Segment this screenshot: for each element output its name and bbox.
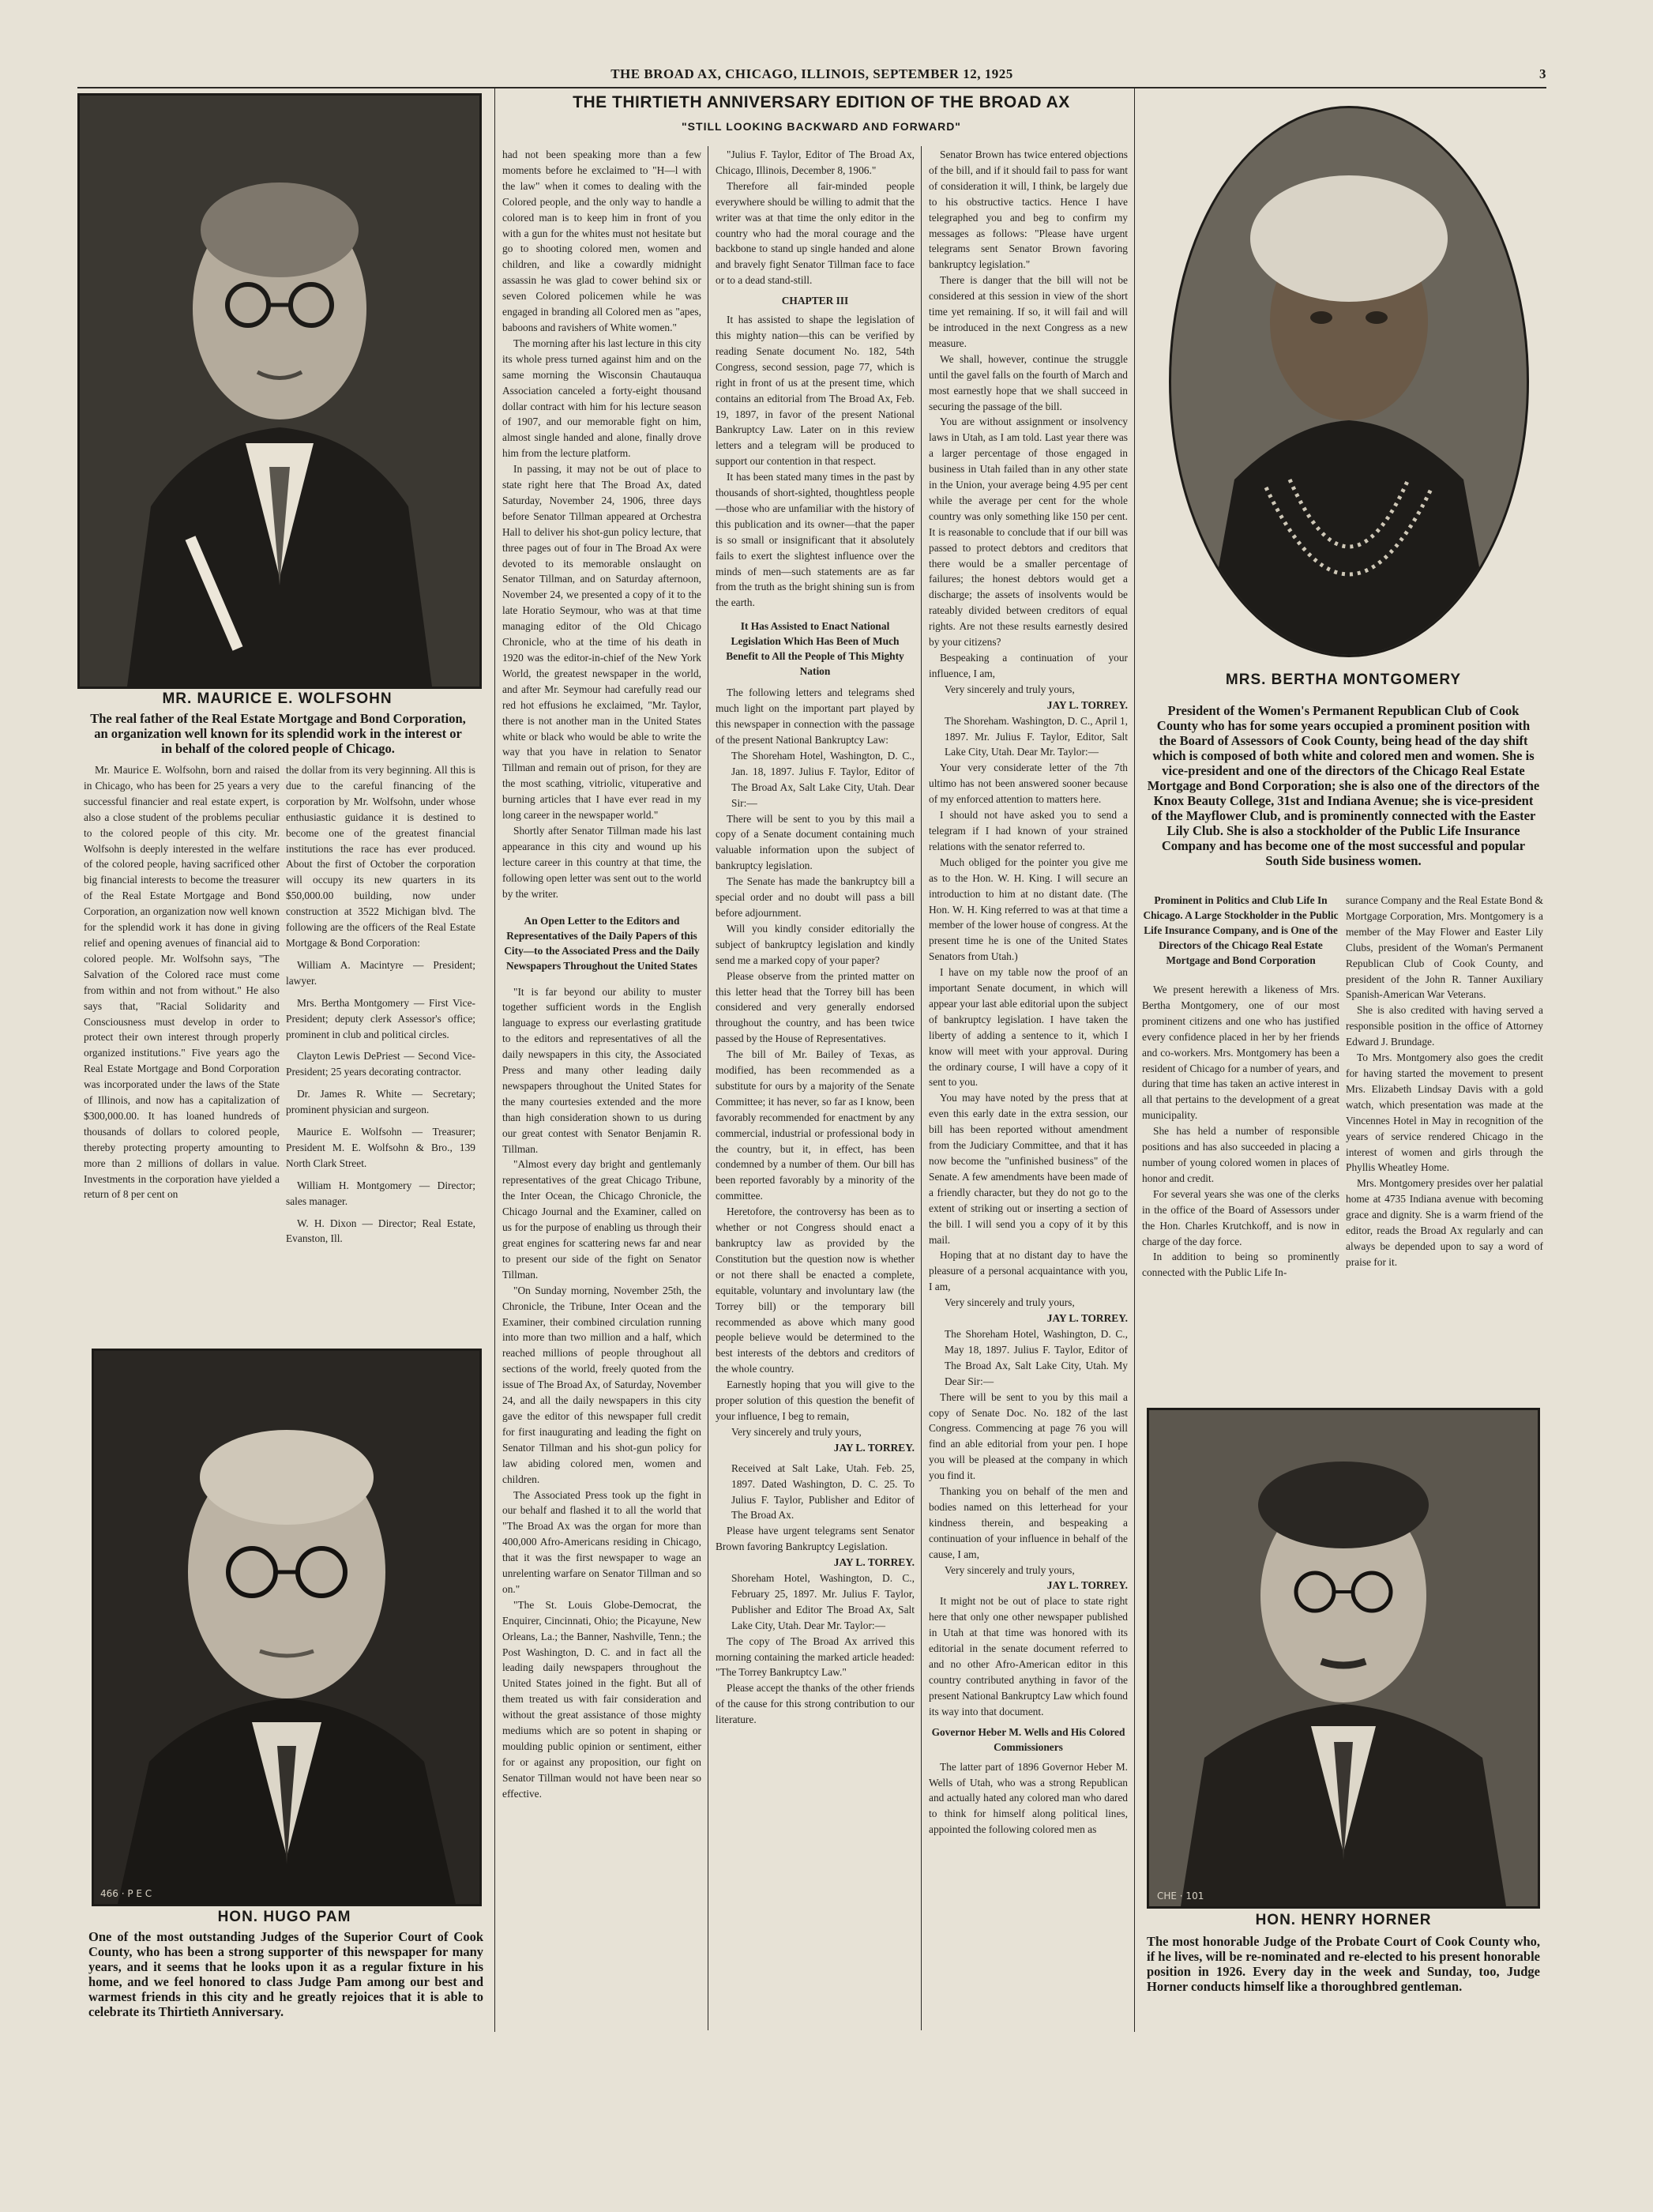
letter-address: The Shoreham Hotel, Washington, D. C., Jan. 18, 1897. Julius F. Taylor, Editor of The Broad Ax, Salt Lake City, Utah. Dear Sir:— [731, 749, 915, 809]
horner-portrait [1147, 1408, 1540, 1909]
letter-paragraph: Please observe from the printed matter on this letter head that the Torrey bill has been considered and very generally endorsed throughout the country, and has been twice passed by the House of Representatives. [716, 969, 915, 1045]
montgomery-paragraph: She is also credited with having served a responsible position in the office of Attorney Edward J. Brundage. [1346, 1004, 1543, 1048]
column-rule-right [1134, 88, 1135, 2032]
open-letter-paragraph: "It is far beyond our ability to muster together sufficient words in the English language to express our everlasting gratitude to the editors and representatives of all the daily newspapers in this city, the Associated Press and many other leading daily newspapers throughout the United States for the many courtesies extended and the more than high consideration shown to us during our great contest with Senator Benjamin R. Tillman. [502, 985, 701, 1155]
bankruptcy-headline: It Has Assisted to Enact National Legislation Which Has Been of Much Benefit to All the People of This Mighty Nation [726, 620, 904, 678]
torrey-signature: JAY L. TORREY. [1046, 1312, 1128, 1325]
letter-paragraph: Earnestly hoping that you will give to the proper solution of this question the benefit of your influence, I beg to remain, [716, 1379, 915, 1422]
letter-paragraph: Bespeaking a continuation of your influence, I am, [929, 652, 1128, 679]
letter-paragraph: I have on my table now the proof of an important Senate document, in which will appear your last able editorial upon the subject of bankruptcy legislation. I have taken the liberty of adding a sentence to it, which I know will meet with your approval. During the ordinary course, I will have a copy of it sent to you. [929, 966, 1128, 1089]
officer-item: Maurice E. Wolfsohn — Treasurer; President M. E. Wolfsohn & Bro., 139 North Clark Street. [286, 1126, 475, 1169]
utah-paragraph: It might not be out of place to state right here that only one other newspaper published in Utah at that time was honored with its editorial in the senate document referred to and no other Afro-American editor in this country contributed anything in favor of the present National Bankruptcy Law which found its way into that document. [929, 1595, 1128, 1717]
letter-paragraph: You may have noted by the press that at even this early date in the extra session, our bill has been reported without amendment from the Judiciary Committee, and that it has now become the "unfinished business" of the Senate. A few amendments have been made of a friendly character, but they do not go to the extent of striking out or inserting a section of the bill. I will send you a copy of it by this mail. [929, 1092, 1128, 1246]
letter-address: The Shoreham. Washington, D. C., April 1, 1897. Mr. Julius F. Taylor, Editor, Salt Lake City, Utah. Dear Mr. Taylor:— [945, 714, 1128, 758]
montgomery-paragraph: surance Company and the Real Estate Bond & Mortgage Corporation, Mrs. Montgomery is a member of the May Flower and Easter Lily Clubs, president of the Woman's Permanent Republican Club of Cook County, and president of the John R. Tanner Auxiliary Spanish-American War Veterans. [1346, 894, 1543, 1001]
letter-paragraph: Much obliged for the pointer you give me as to the Hon. W. H. King. I will secure an introduction to him at no distant date. (The Hon. W. H. King referred to was at that time a member of the lower house of congress. At the present time he is one of the United States Senators from Utah.) [929, 856, 1128, 963]
pam-plate-mark: 466 · P E C [100, 1888, 152, 1899]
torrey-signature: JAY L. TORREY. [833, 1441, 915, 1454]
wolfsohn-caption: The real father of the Real Estate Mortgage and Bond Corporation, an organization well known for its splendid work in the interest or in behalf of the colored people of Chicago. [90, 711, 466, 756]
wolfsohn-article-col1 [84, 762, 280, 1202]
letter-paragraph: There will be sent to you by this mail a copy of Senate Doc. No. 182 of the last Congress. Commencing at page 76 you will find an able editorial from your pen. I hope you will be pleased at the company in which you find it. [929, 1390, 1128, 1482]
center-column-1 [502, 147, 701, 1802]
letter-paragraph: The copy of The Broad Ax arrived this morning containing the marked article headed: "The Torrey Bankruptcy Law." [716, 1635, 915, 1679]
letter-paragraph: Please accept the thanks of the other friends of the cause for this strong contribution to our literature. [716, 1682, 915, 1726]
letter-address: The Shoreham Hotel, Washington, D. C., May 18, 1897. Julius F. Taylor, Editor of The Broad Ax, Salt Lake City, Utah. My Dear Sir:— [945, 1327, 1128, 1387]
torrey-signature: JAY L. TORREY. [833, 1556, 915, 1569]
letter-paragraph: There is danger that the bill will not be considered at this session in view of the short time yet remaining. If so, it will fail and will be introduced in the next Congress as a new measure. [929, 274, 1128, 349]
open-letter-paragraph: "Almost every day bright and gentlemanly representatives of the great Chicago Tribune, the Inter Ocean, the Chicago Chronicle, the Chicago Journal and the Examiner, called on us for the purpose of enabling us through their great engines for scattering news far and near to present our side of the fight on Senator Tillman. [502, 1158, 701, 1281]
montgomery-paragraph: We present herewith a likeness of Mrs. Bertha Montgomery, one of our most prominent citizens and one who has justified every confidence placed in her by her friends and co-workers. Mrs. Montgomery has been a resident of Chicago for a number of years, and during that time has taken an active interest in all that pertains to the development of a great municipality. [1142, 984, 1339, 1122]
center-column-2 [716, 147, 915, 1728]
letter-paragraph: I should not have asked you to send a telegram if I had known of your strained relations with the senator referred to. [929, 809, 1128, 852]
pam-caption: One of the most outstanding Judges of the Superior Court of Cook County, who has been a strong supporter of this newspaper for many years, and it seems that he looks upon it as a regular fixture in his home, and we feel honored to class Judge Pam among our best and warmest friends in this city and he greatly rejoices that it is able to celebrate its Thirtieth Anniversary. [88, 1929, 483, 2019]
chapter-heading: CHAPTER III [781, 295, 849, 307]
open-letter-paragraph: "The St. Louis Globe-Democrat, the Enquirer, Cincinnati, Ohio; the Picayune, New Orleans, La.; the Banner, Nashville, Tenn.; the Post Washington, D. C. and in fact all the leading daily newspapers throughout the United States joined in the fight. But all of them treated us with fair consideration and without the great assistance of those mighty mediums which are so potent in shaping or moulding public opinion or sentiment, either for or against any proposition, our fight on Senator Tillman would not have been near so effective. [502, 1598, 701, 1800]
letter-paragraph: Your very considerate letter of the 7th ultimo has not been answered sooner because of my enforced attention to matters here. [929, 762, 1128, 806]
montgomery-article-col2 [1346, 893, 1543, 1270]
montgomery-headline: Prominent in Politics and Club Life In Chicago. A Large Stockholder in the Public Life Insurance Company, and is One of the Directors of the Chicago Real Estate Mortgage and Bond Corporation [1143, 894, 1339, 966]
montgomery-paragraph: She has held a number of responsible positions and has also succeeded in placing a number of young colored women in places of honor and credit. [1142, 1125, 1339, 1184]
tillman-paragraph: Shortly after Senator Tillman made his last appearance in this city and wound up his lecture career in this country at that time, the following open letter was sent out to the world by the writer. [502, 824, 701, 900]
letter-paragraph: We shall, however, continue the struggle until the gavel falls on the fourth of March and most earnestly hope that we shall succeed in securing the passage of the bill. [929, 352, 1128, 412]
montgomery-paragraph: Mrs. Montgomery presides over her palatial home at 4735 Indiana avenue with becoming grace and dignity. She is a warm friend of the editor, reads the Broad Ax regularly and can always be depended upon to say a word of praise for it. [1346, 1177, 1543, 1268]
wolfsohn-col2-text: the dollar from its very beginning. All this is due to the careful financing of the corporation by Mr. Wolfsohn, under whose enthusiastic guidance it is destined to become one of the greatest financial institutions the race has ever produced. About the first of October the corporation will occupy its new quarters in its $50,000.00 building, now under construction at 3522 Michigan blvd. The following are the officers of the Real Estate Mortgage & Bond Corporation: [286, 764, 475, 949]
officer-item: W. H. Dixon — Director; Real Estate, Evanston, Ill. [286, 1217, 475, 1245]
masthead-title: THE BROAD AX, CHICAGO, ILLINOIS, SEPTEMBER 12, 1925 [610, 66, 1013, 81]
wolfsohn-portrait [77, 93, 482, 689]
column-rule-left [494, 88, 495, 2032]
chapter-paragraph: It has assisted to shape the legislation of this mighty nation—this can be verified by reading Senate document No. 182, 54th Congress, second session, page 77, which is right in front of us at the present time, which contains an editorial from The Broad Ax, Feb. 19, 1897, in favor of the present National Bankruptcy Law. Later on in this review letters and a telegram will be produced to support our contention in that respect. [716, 314, 915, 468]
tillman-paragraph: In passing, it may not be out of place to state right here that The Broad Ax, dated Saturday, November 24, 1906, three days before Senator Tillman appeared at Orchestra Hall to deliver his shot-gun policy lecture, that three pages out of four in The Broad Ax were devoted to its memorable onslaught on Senator Tillman, and on Saturday afternoon, November 24, we presented a copy of it to the late Horatio Seymour, who was at that time managing editor of the Old Chicago Chronicle, who at the time of his death in 1920 was the editor-in-chief of the New York World, the greatest newspaper in the world, and after Mr. Seymour had carefully read our red hot effusions he exclaimed, "Mr. Taylor, there is not another man in the United States white or black who would be able to write the way that you have in relation to Senator Tillman and remain out of prison, for they are the most scathing, vitriolic, vituperative and burning articles that I have ever read in my long career in the newspaper world." [502, 463, 701, 822]
tillman-paragraph: had not been speaking more than a few moments before he exclaimed to "H—l with the law" when it comes to dealing with the Colored people, and the only way to handle a colored man is to keep him in front of you with a gun for the whites must not hesitate but go to shooting colored men, women and children, and like a cowardly midnight assassin he was glad to cower behind six or seven Colored policemen while he was engaged in branding all Colored men as "apes, baboons and ravishers of White women." [502, 149, 701, 333]
page-number: 3 [1539, 66, 1546, 81]
horner-name: HON. HENRY HORNER [1255, 1912, 1432, 1928]
tillman-paragraph: The morning after his last lecture in this city its whole press turned against him and on the same morning the Wisconsin Chautauqua Association canceled a forty-eight thousand dollar contract with him for his lecture season of 1907, and our memorable fight on him, almost single handed and alone, finally drove him from the lecture platform. [502, 337, 701, 460]
pam-name: HON. HUGO PAM [217, 1909, 351, 1925]
wells-headline: Governor Heber M. Wells and His Colored Commissioners [931, 1725, 1125, 1753]
open-letter-paragraph: "On Sunday morning, November 25th, the Chronicle, the Tribune, Inter Ocean and the Examiner, their combined circulation running into more than two million and a half, which reached millions of people throughout all sections of the world, freely quoted from the issue of The Broad Ax, of Saturday, November 24, and all the daily newspapers in this city gave the editor of this newspaper full credit for first inaugurating and leading the fight on Senator Tillman and his shot-gun policy for law abiding colored men, women and children. [502, 1284, 701, 1485]
center-col-rule-2 [921, 146, 922, 2030]
officer-item: William H. Montgomery — Director; sales manager. [286, 1179, 475, 1207]
letter-paragraph: Hoping that at no distant day to have the pleasure of a personal acquaintance with you, I am, [929, 1249, 1128, 1293]
letter-paragraph: Senator Brown has twice entered objections of the bill, and if it should fail to pass for want of consideration it will, I think, be largely due to his obstructive tactics. Hence I have telegraphed you and beg to confirm my messages as follows: "Please have urgent telegrams sent Senator Brown favoring bankruptcy legislation." [929, 149, 1128, 271]
center-column-3 [929, 147, 1128, 1838]
montgomery-caption: President of the Women's Permanent Republican Club of Cook County who has for some years occupied a prominent position with the Board of Assessors of Cook County, being head of the day shift which is composed of both white and colored men and women. She is vice-president and one of the directors of the Chicago Real Estate Mortgage and Bond Corporation; she is also one of the directors of the Knox Beauty College, 31st and Indiana Avenue; she is vice-president of the Mayflower Club, and is prominently connected with the Easter Lily Club. She is also a stockholder of the Public Life Insurance Company and has become one of the most successful and popular South Side business women. [1147, 703, 1540, 868]
horner-portrait-image [1149, 1410, 1538, 1906]
torrey-signature: JAY L. TORREY. [1046, 1579, 1128, 1592]
signature-paragraph: "Julius F. Taylor, Editor of The Broad Ax, Chicago, Illinois, December 8, 1906." [716, 149, 915, 176]
letter-paragraph: There will be sent to you by this mail a copy of a Senate document containing much valuable information upon the subject of bankruptcy legislation. [716, 812, 915, 872]
chapter-paragraph: It has been stated many times in the past by thousands of short-sighted, thoughtless people—those who are unfamiliar with the history of this publication and its owner—that the paper is so small or insignificant that it absolutely fails to exert the slightest influence over the minds of men—such statements are as far from the truth as the bright shining sun is from the earth. [716, 471, 915, 609]
letter-paragraph: Heretofore, the controversy has been as to whether or not Congress should enact a bankruptcy law as provided by the Constitution but the question now is whether or not there shall be enacted a complete, equitable, voluntary and involuntary law (the Torrey bill) or the temporary bill recommended as above which many good people believe would be determined to the best interests of the debtors and creditors of the whole country. [716, 1206, 915, 1375]
wolfsohn-article-col2 [286, 762, 475, 1253]
montgomery-paragraph: For several years she was one of the clerks in the office of the Board of Assessors under the Hon. Charles Krutchkoff, and is now in charge of the day force. [1142, 1187, 1339, 1247]
officer-item: Dr. James R. White — Secretary; prominent physician and surgeon. [286, 1088, 475, 1116]
telegram-text: Please have urgent telegrams sent Senator Brown favoring Bankruptcy Legislation. [716, 1525, 915, 1553]
letter-closing: Very sincerely and truly yours, [945, 683, 1075, 695]
letter-paragraph: The bill of Mr. Bailey of Texas, as modified, has been recommended as a substitute for ours by a majority of the Senate Committee; it has never, so far as I know, been favorably recommended for enactment by any commercial, industrial or professional body in the country, but it, in effect, has been condemned by a number of them. Our bill has been reported favorably by a minority of the committee. [716, 1048, 915, 1202]
officer-item: William A. Macintyre — President; lawyer. [286, 958, 475, 987]
letter-paragraph: The following letters and telegrams shed much light on the important part played by this newspaper in connection with the passage of the present National Bankruptcy Law: [716, 687, 915, 746]
montgomery-paragraph: To Mrs. Montgomery also goes the credit for having started the movement to present Mrs. Elizabeth Lindsay Davis with a gold watch, which presentation was made at the Vincennes Hotel in May in recognition of the years of service rendered Chicago in the interest of women and girls through the Phyllis Wheatley Home. [1346, 1051, 1543, 1174]
edition-title: THE THIRTIETH ANNIVERSARY EDITION OF THE BROAD AX [573, 93, 1070, 111]
officer-item: Clayton Lewis DePriest — Second Vice-President; 25 years decorating contractor. [286, 1050, 475, 1078]
torrey-signature: JAY L. TORREY. [1046, 698, 1128, 711]
open-letter-headline: An Open Letter to the Editors and Representatives of the Daily Papers of this City—to the Associated Press and the Daily Newspapers Throughout the United States [504, 914, 700, 972]
montgomery-paragraph: In addition to being so prominently connected with the Public Life In- [1142, 1251, 1339, 1279]
letter-paragraph: Thanking you on behalf of the men and bodies named on this letterhead for your kindness therein, and bespeaking a continuation of your influence in behalf of the cause, I am, [929, 1485, 1128, 1560]
letter-address: Shoreham Hotel, Washington, D. C., February 25, 1897. Mr. Julius F. Taylor, Publisher and Editor The Broad Ax, Salt Lake City, Utah. Dear Mr. Taylor:— [731, 1572, 915, 1631]
edition-subtitle: "STILL LOOKING BACKWARD AND FORWARD" [682, 120, 961, 133]
officer-item: Mrs. Bertha Montgomery — First Vice-President; deputy clerk Assessor's office; prominent in club and political circles. [286, 996, 475, 1040]
wolfsohn-col1-text: Mr. Maurice E. Wolfsohn, born and raised in Chicago, who has been for 25 years a very successful financier and real estate expert, is also a close student of the problems peculiar to the colored people of this city. Mr. Wolfsohn is deeply interested in the welfare of the colored people, having sacrificed other big financial interests to become the treasurer of the Real Estate Mortgage and Bond Corporation, an organization now well known for the splendid work it has done in giving relief and opening avenues of financial aid to colored people. Mr. Wolfsohn says, "The Salvation of the Colored race must come from within and not from without." He also says that, "Racial Solidarity and Consciousness must develop in order to protect their own interest through properly organized institutions." Five years ago the Real Estate Mortgage and Bond Corporation was incorporated under the laws of the State of Illinois, and now has a capitalization of $300,000.00. It has loaned hundreds of thousands of dollars to colored people, thereby protecting property amounting to more than 2 millions of dollars in value. Investments in the corporation have yielded a return of 8 per cent on [84, 764, 280, 1201]
wolfsohn-portrait-image [80, 96, 479, 687]
open-letter-paragraph: The Associated Press took up the fight in our behalf and flashed it to all the world that "The Broad Ax was the organ for more than 400,000 Afro-Americans residing in Chicago, that it was the first newspaper to wage an unrelenting warfare on Senator Tillman and so on." [502, 1488, 701, 1595]
horner-caption: The most honorable Judge of the Probate Court of Cook County who, if he lives, will be re-nominated and re-elected to his present honorable position in 1926. Every day in the week and Sunday, too, Judge Horner conducts himself like a thoroughbred gentleman. [1147, 1934, 1540, 1994]
montgomery-portrait-image [1171, 108, 1527, 655]
letter-closing: Very sincerely and truly yours, [731, 1425, 862, 1438]
masthead-rule [77, 87, 1546, 88]
courage-paragraph: Therefore all fair-minded people everywhere should be willing to admit that the writer was at that time the only editor in the country who had the moral courage and the backbone to stand up single handed and alone and bravely fight Senator Tillman face to face or to a dead stand-still. [716, 179, 915, 287]
pam-portrait-image [94, 1351, 479, 1904]
letter-paragraph: Will you kindly consider editorially the subject of bankruptcy legislation and kindly send me a marked copy of your paper? [716, 922, 915, 966]
letter-closing: Very sincerely and truly yours, [945, 1563, 1075, 1576]
telegram-header: Received at Salt Lake, Utah. Feb. 25, 1897. Dated Washington, D. C. 25. To Julius F. Taylor, Publisher and Editor of The Broad Ax. [731, 1462, 915, 1522]
letter-paragraph: The Senate has made the bankruptcy bill a special order and no doubt will pass a bill before adjournment. [716, 875, 915, 919]
horner-plate-mark: CHE · 101 [1157, 1890, 1204, 1902]
montgomery-name: MRS. BERTHA MONTGOMERY [1225, 672, 1462, 688]
montgomery-article-col1 [1142, 893, 1339, 1281]
wolfsohn-name: MR. MAURICE E. WOLFSOHN [162, 690, 393, 707]
letter-closing: Very sincerely and truly yours, [945, 1296, 1075, 1309]
pam-portrait [92, 1349, 482, 1906]
masthead [77, 63, 1546, 87]
wells-paragraph: The latter part of 1896 Governor Heber M. Wells of Utah, who was a strong Republican and actually hated any colored man who dared to think for himself along political lines, appointed the following colored men as [929, 1760, 1128, 1836]
letter-paragraph: You are without assignment or insolvency laws in Utah, as I am told. Last year there was a larger percentage of those engaged in business in Utah failed than in any other state in the Union, your average being 4.95 per cent while the average per cent for the whole country was only something like 150 per cent. It is reasonable to conclude that if our bill was passed to protect debtors and creditors that there would be a smaller percentage of failures; the honest debtors would get a discharge; the assets of insolvents would be rateably divided between creditors of equal rights. Are not these results earnestly desired by your citizens? [929, 416, 1128, 649]
montgomery-portrait [1169, 106, 1529, 657]
